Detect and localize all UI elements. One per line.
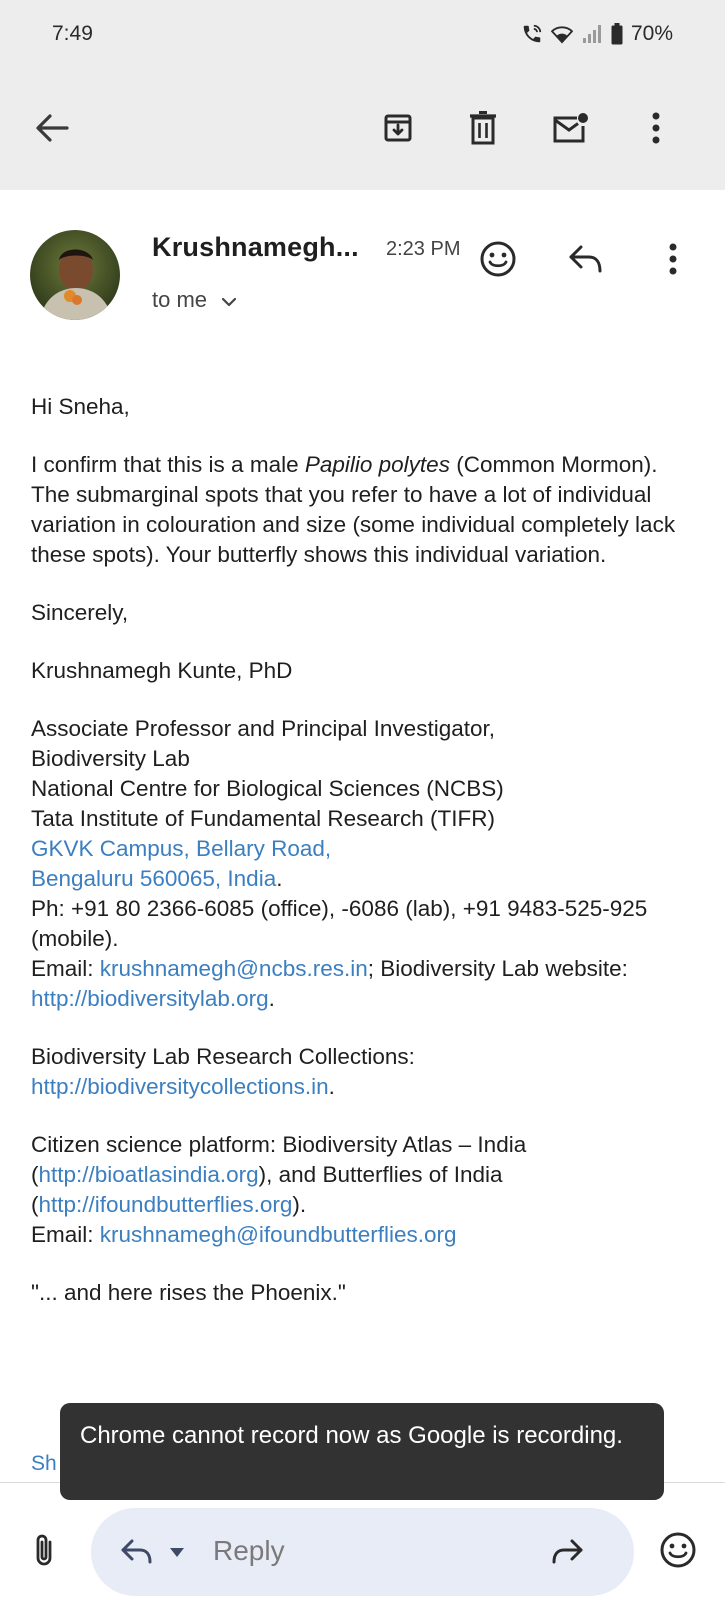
collections-link[interactable]: http://biodiversitycollections.in — [31, 1074, 329, 1099]
archive-icon — [383, 113, 413, 143]
forward-icon[interactable] — [547, 1534, 587, 1570]
lab-website-link[interactable]: http://biodiversitylab.org — [31, 986, 269, 1011]
reply-compose-bar[interactable] — [91, 1508, 634, 1596]
species-name: Papilio polytes — [304, 452, 450, 477]
signature-email-line — [31, 954, 701, 1014]
delete-icon — [468, 111, 498, 145]
emoji-icon — [479, 240, 517, 283]
punctuation: . — [328, 1074, 335, 1099]
message-more-button[interactable] — [658, 237, 688, 285]
signature-institute: Tata Institute of Fundamental Research (TIFR) — [31, 806, 495, 831]
sender-avatar[interactable] — [30, 230, 120, 320]
top-app-bar — [0, 70, 725, 190]
citizen-science-line — [31, 1130, 701, 1220]
signature-name: Krushnamegh Kunte, PhD — [31, 658, 293, 683]
mark-unread-button[interactable] — [542, 100, 598, 156]
punctuation: . — [276, 866, 283, 891]
signature-lab: Biodiversity Lab — [31, 746, 190, 771]
closing: Sincerely, — [31, 600, 129, 625]
chevron-down-icon — [221, 287, 237, 313]
back-button[interactable] — [24, 100, 80, 156]
signature-phone: Ph: +91 80 2366-6085 (office), -6086 (lab), +91 9483-525-925 (mobile). — [31, 896, 648, 951]
lab-site-label: ; Biodiversity Lab website: — [367, 956, 628, 981]
citizen-end: ). — [292, 1192, 307, 1217]
archive-button[interactable] — [370, 100, 426, 156]
wifi-calling-icon — [521, 23, 543, 45]
reply-icon[interactable] — [117, 1534, 157, 1570]
more-options-button[interactable] — [628, 100, 684, 156]
reply-header-button[interactable] — [562, 237, 610, 285]
signal-icon — [581, 24, 603, 44]
citizen-mid: ), and Butterflies of India ( — [31, 1162, 503, 1217]
body-text: (Common Mormon). The submarginal spots that you refer to have a lot of individual variation in colouration and size (some individual completely lack these spots). Your butterfly shows this individual variation. — [31, 452, 676, 567]
wifi-icon — [551, 24, 573, 44]
reply-placeholder[interactable]: Reply — [213, 1535, 285, 1566]
butterflies-link[interactable]: http://ifoundbutterflies.org — [38, 1192, 293, 1217]
greeting: Hi Sneha, — [31, 394, 130, 419]
delete-button[interactable] — [455, 100, 511, 156]
address-link-2[interactable]: Bengaluru 560065, India — [31, 866, 277, 891]
signature-centre: National Centre for Biological Sciences (NCBS) — [31, 776, 504, 801]
recipient-label: to me — [152, 287, 208, 312]
punctuation: . — [268, 986, 275, 1011]
citizen-label: Citizen science platform: Biodiversity Atlas – India ( — [31, 1132, 527, 1187]
signature-quote: "... and here rises the Phoenix." — [31, 1280, 346, 1305]
snackbar-message: Chrome cannot record now as Google is recording. — [80, 1422, 623, 1449]
emoji-reaction-button[interactable] — [656, 1530, 700, 1574]
status-bar — [0, 0, 725, 70]
message-body — [31, 392, 701, 1308]
sender-name[interactable]: Krushnamegh... — [152, 232, 359, 262]
battery-icon — [611, 23, 623, 45]
bioatlas-link[interactable]: http://bioatlasindia.org — [38, 1162, 259, 1187]
address-link[interactable]: GKVK Campus, Bellary Road, — [31, 836, 332, 861]
battery-percent: 70% — [630, 22, 673, 45]
attach-icon — [32, 1532, 56, 1573]
status-icons — [521, 22, 673, 46]
body-paragraph — [31, 450, 701, 570]
add-reaction-button[interactable] — [474, 237, 522, 285]
dropdown-icon[interactable] — [169, 1546, 185, 1558]
recipient-details-toggle[interactable] — [152, 287, 237, 313]
mark-unread-icon — [551, 112, 589, 144]
show-quoted-text-link[interactable]: Sh — [31, 1452, 57, 1475]
collections-line — [31, 1042, 701, 1102]
reply-icon — [567, 244, 605, 279]
back-arrow-icon — [35, 113, 69, 143]
more-vert-icon — [668, 242, 678, 281]
email-label: Email: — [31, 1222, 100, 1247]
body-text: I confirm that this is a male — [31, 452, 305, 477]
attach-button[interactable] — [26, 1532, 62, 1572]
message-time: 2:23 PM — [386, 238, 461, 260]
second-email-line — [31, 1220, 701, 1250]
signature-title: Associate Professor and Principal Investigator, — [31, 716, 495, 741]
snackbar — [60, 1403, 664, 1500]
collections-label: Biodiversity Lab Research Collections: — [31, 1044, 415, 1069]
emoji-icon — [659, 1531, 697, 1574]
message-header — [0, 190, 725, 330]
email-link-2[interactable]: krushnamegh@ifoundbutterflies.org — [99, 1222, 457, 1247]
status-time: 7:49 — [52, 22, 93, 45]
email-link[interactable]: krushnamegh@ncbs.res.in — [99, 956, 368, 981]
more-vert-icon — [651, 111, 661, 145]
email-label: Email: — [31, 956, 100, 981]
